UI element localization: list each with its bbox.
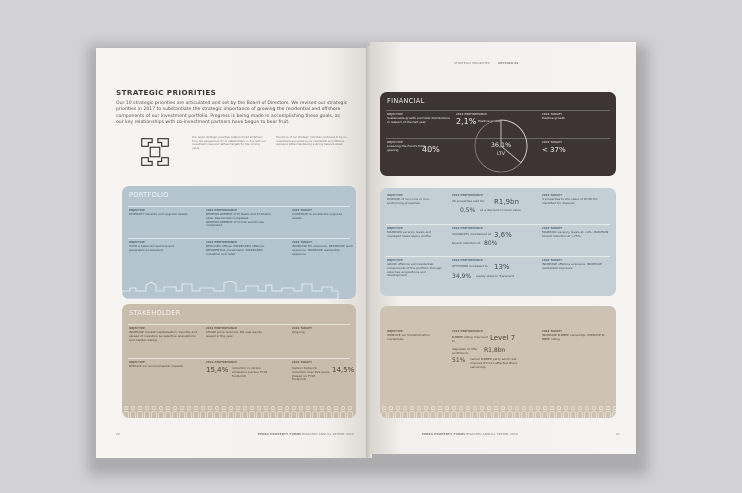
portfolio-row: OBJECTIVE MAINTAIN vacancy levels and managed lease expiry profile 2019 PERFORMANCE VACANCIES maintained at 3,6% tenant retention at 80% 2020 TARGET MAINTAIN vacancy levels at <4%. MAINTAIN tenant retention at >75% <box>386 224 610 255</box>
left-footer-brand: EMIRA PROPERTY FUND <box>258 432 300 436</box>
left-page-number: 20 <box>116 432 120 436</box>
ltv-pie-chart <box>470 116 532 176</box>
portfolio-panel <box>122 186 356 299</box>
section-header: STRATEGIC PRIORITIES <box>454 61 490 65</box>
right-page-number: 21 <box>616 432 620 436</box>
strategy-logo-icon <box>136 133 174 171</box>
ltv-value-label: 36,1% <box>490 141 512 149</box>
stakeholder-row: OBJECTIVE INCREASE market capitalisation, liquidity and spread of investors be selective acquisitions and capital raising 2019 PERFORMANCE SHARE price reduced. NO new equity issued in the year 2020 TARGET Ongoing <box>128 324 350 357</box>
section-tag: SECTION 02 <box>498 61 519 65</box>
people-illustration-icon <box>380 402 616 418</box>
portfolio-title: PORTFOLIO <box>129 191 169 199</box>
people-illustration-icon <box>122 402 356 418</box>
right-portfolio-panel <box>380 188 616 296</box>
portfolio-row: OBJECTIVE DIVERSIFY tenants and upgrade assets 2019 PERFORMANCE REDEVELOPMENT of El Nashi and El Shahiri sites. Residential completed. REDEVELOPMENT of Ormet warehouse completed 2020 TARGET CONTINUE to accelerate upgrade assets <box>128 206 350 237</box>
portfolio-row: OBJECTIVE DISPOSE of non-core or non-performing properties 2019 PERFORMANCE 25 properties sold for R1,9bn 0,5% at a discount to book value 2020 TARGET 3 properties to the value of R138,3m identified for disposal <box>387 194 598 214</box>
intro-paragraph: Our 10 strategic priorities are articulated and set by the Board of Directors. We revised our strategic priorities in 2017 to substantiate the strategic importance of growing the residential and offshore components of our investment portfolio. Progress is being made in accomplishing these goals, as our key relationships with co-investment partners have begun to bear fruit. <box>116 101 348 126</box>
stakeholder-row: OBJECTIVE IMPROVE our transformation credentials 2019 PERFORMANCE B-BBEE rating improved to Level 7 disposals of offer portfolio to R1,8bn 51% owned B-BBEE party which will improve Emira's effective Black ownership 2020 TARGET INCREASE B-BBEE ownership. IMPROVE B-BBEE rating <box>387 330 605 369</box>
left-footer-report: INTEGRATED ANNUAL REPORT 2019 <box>298 432 354 436</box>
right-stakeholder-panel <box>380 306 616 418</box>
financial-title: FINANCIAL <box>387 97 425 105</box>
skyline-illustration-icon <box>122 281 356 299</box>
right-footer-brand: EMIRA PROPERTY FUND <box>422 432 464 436</box>
financial-row: OBJECTIVE Lowering the Fund's total gearing 40% 2020 TARGET < 37% <box>386 138 610 173</box>
right-footer-report: INTEGRATED ANNUAL REPORT 2019 <box>462 432 518 436</box>
portfolio-row: OBJECTIVE HAVE a balanced sectoral and geographical exposure 2019 PERFORMANCE REDUCED offices. INCREASED offshore. RESIDENTIAL investment. INCREASED industrial and retail 2020 TARGET INCREASE EU exposure. DECREASE Audi exposure. INCREASE residential exposure <box>128 238 350 273</box>
intro-column-2: The focus of our strategic priorities continues to be on investment and growing our residential and offshore exposure while maintaining a strong balance sheet. <box>276 136 347 147</box>
financial-row: OBJECTIVE Sustainable growth and total distributions in respect of the half year 2019 PERFORMANCE 2,1% Positive growth 2020 TARGET Positive growth <box>386 110 610 137</box>
ltv-caption: LTV <box>497 152 505 157</box>
intro-column-1: Our seven strategic priorities capture broad ambitions from the perspective of our stakeholders, in line with our investment case and defined targets for the coming years. <box>192 136 266 150</box>
stakeholder-title: STAKEHOLDER <box>129 309 181 317</box>
portfolio-row: OBJECTIVE GROW offshore and residential components of the portfolio through selective acquisitions and development 2019 PERFORMANCE OFFSHORE increased to 13% 34,9% equity stake in Transcend 2020 TARGET INCREASE offshore exposure. INCREASE residential exposure <box>386 256 610 293</box>
stakeholder-panel <box>122 304 356 418</box>
financial-panel <box>380 92 616 176</box>
stakeholder-row: OBJECTIVE REDUCE our environmental impacts 2019 PERFORMANCE 15,4% reduction in carbon emissions (versus FY18 footprint) 2020 TARGET Carbon footprint reduction over five years (based on FY18 footprint) 14,5% <box>128 358 350 395</box>
page-title: STRATEGIC PRIORITIES <box>116 88 217 97</box>
